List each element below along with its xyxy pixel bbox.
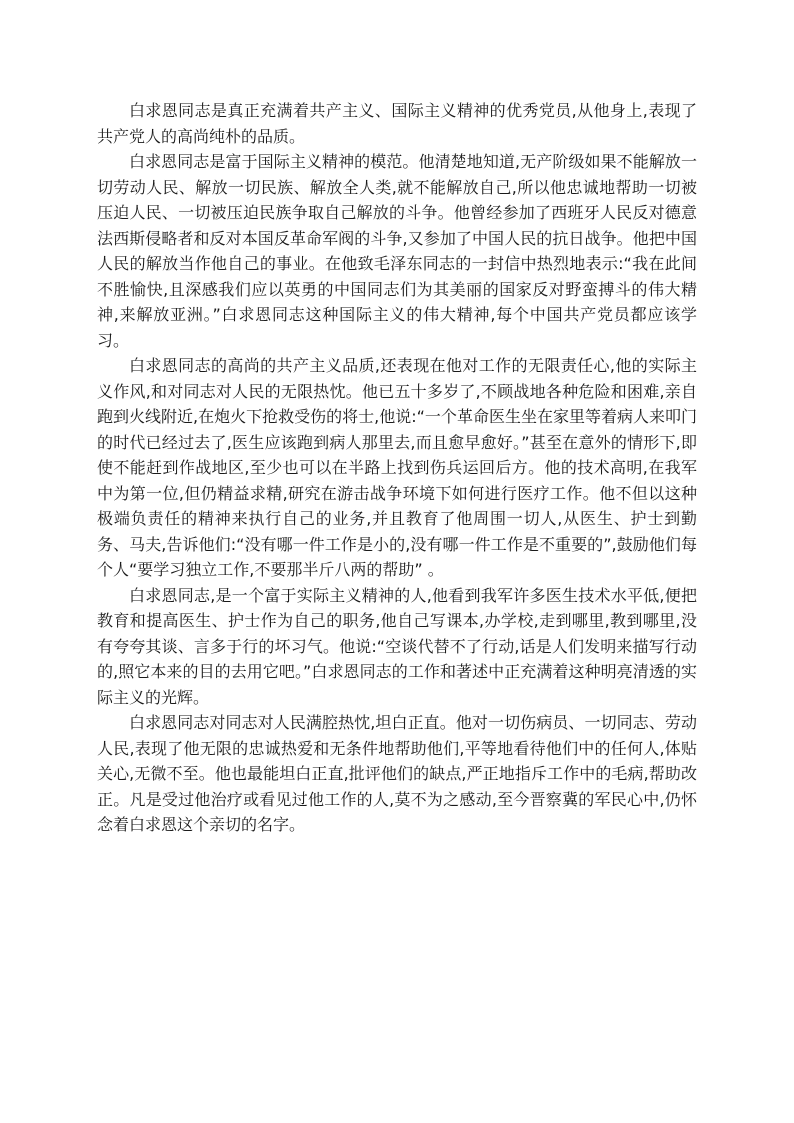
paragraph-5: 白求恩同志对同志对人民满腔热忱,坦白正直。他对一切伤病员、一切同志、劳动人民,表现了他无限的忠诚热爱和无条件地帮助他们,平等地看待他们中的任何人,体贴关心,无微不至。他也最能坦白正直,批评他们的缺点,严正地指斥工作中的毛病,帮助改正。凡是受过他治疗或看见过他工作的人,莫不为之感动,至今晋察冀的军民心中,仍怀念着白求恩这个亲切的名字。	[97, 713, 697, 834]
document-body	[97, 98, 697, 838]
paragraph-4: 白求恩同志,是一个富于实际主义精神的人,他看到我军许多医生技术水平低,便把教育和提高医生、护士作为自己的职务,他自己写课本,办学校,走到哪里,教到哪里,没有夸夸其谈、言多于行的坏习气。他说:“空谈代替不了行动,话是人们发明来描写行动的,照它本来的目的去用它吧。”白求恩同志的工作和著述中正充满着这种明亮清透的实际主义的光辉。	[97, 585, 697, 707]
paragraph-2: 白求恩同志是富于国际主义精神的模范。他清楚地知道,无产阶级如果不能解放一切劳动人民、解放一切民族、解放全人类,就不能解放自己,所以他忠诚地帮助一切被压迫人民、一切被压迫民族争取自己解放的斗争。他曾经参加了西班牙人民反对德意法西斯侵略者和反对本国反革命军阀的斗争,又参加了中国人民的抗日战争。他把中国人民的解放当作他自己的事业。在他致毛泽东同志的一封信中热烈地表示:“我在此间不胜愉快,且深感我们应以英勇的中国同志们为其美丽的国家反对野蛮搏斗的伟大精神,来解放亚洲。”白求恩同志这种国际主义的伟大精神,每个中国共产党员都应该学习。	[97, 152, 697, 350]
paragraph-1: 白求恩同志是真正充满着共产主义、国际主义精神的优秀党员,从他身上,表现了共产党人的高尚纯朴的品质。	[97, 101, 697, 146]
paragraph-3: 白求恩同志的高尚的共产主义品质,还表现在他对工作的无限责任心,他的实际主义作风,和对同志对人民的无限热忱。他已五十多岁了,不顾战地各种危险和困难,亲自跑到火线附近,在炮火下抢救受伤的将士,他说:“一个革命医生坐在家里等着病人来叩门的时代已经过去了,医生应该跑到病人那里去,而且愈早愈好。”甚至在意外的情形下,即使不能赶到作战地区,至少也可以在半路上找到伤兵运回后方。他的技术高明,在我军中为第一位,但仍精益求精,研究在游击战争环境下如何进行医疗工作。他不但以这种极端负责任的精神来执行自己的业务,并且教育了他周围一切人,从医生、护士到勤务、马夫,告诉他们:“没有哪一件工作是小的,没有哪一件工作是不重要的”,鼓励他们每个人“要学习独立工作,不要那半斤八两的帮助” 。	[97, 356, 697, 579]
